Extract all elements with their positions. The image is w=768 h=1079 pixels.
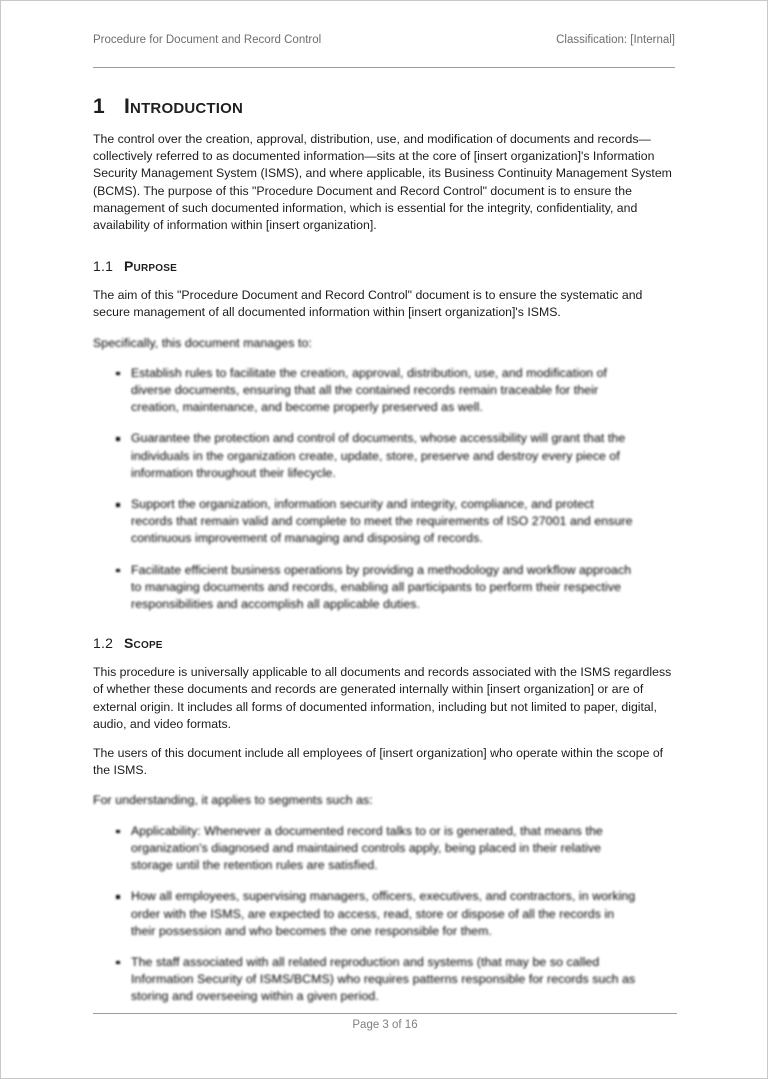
section-title: Scope — [124, 635, 163, 652]
section-heading-introduction — [93, 95, 675, 119]
scope-bullet-blurred: How all employees, supervising managers, officers, executives, and contractors, in working order with the ISMS, are expected to access, read, store or dispose of all the records in their possession and who becomes the one responsible for them. — [116, 888, 639, 940]
scope-bullet-blurred: Applicability: Whenever a documented record talks to or is generated, that means the organization's diagnosed and maintained controls apply, being placed in their relative storage until the retention rules are satisfied. — [116, 823, 639, 875]
header-document-title: Procedure for Document and Record Control — [93, 34, 322, 46]
section-number: 1.2 — [93, 635, 114, 652]
scope-bullet-blurred: The staff associated with all related reproduction and systems (that may be so called Information Security of ISMS/BCMS) who requires patterns responsible for records such as storing and overseeing within a given period. — [116, 954, 639, 1006]
purpose-bullet-blurred: Establish rules to facilitate the creation, approval, distribution, use, and modification of diverse documents, ensuring that all the contained records remain traceable for their creation, maintenance, and become properly preserved as well. — [116, 365, 639, 417]
purpose-lead-blurred-text: Specifically, this document manages to: — [93, 335, 312, 350]
section-title: Purpose — [124, 258, 177, 275]
purpose-bullet-blurred: Guarantee the protection and control of documents, whose accessibility will grant that the individuals in the organization create, update, store, preserve and destroy every piece of information throughout their lifecycle. — [116, 430, 639, 482]
page-footer — [93, 1013, 677, 1031]
section-title: Introduction — [124, 95, 244, 118]
page-content — [1, 1, 767, 1006]
scope-bullet-list — [116, 823, 675, 1006]
page-header — [93, 1, 675, 68]
purpose-paragraph: The aim of this "Procedure Document and Record Control" document is to ensure the systematic and secure management of all documented information within [insert organization]'s ISMS. — [93, 288, 643, 320]
section-number: 1 — [93, 95, 105, 118]
scope-paragraph-2: The users of this document include all employees of [insert organization] who operate within the scope of the ISMS. — [93, 746, 664, 778]
section-heading-scope — [93, 635, 675, 652]
header-classification: Classification: [Internal] — [556, 34, 675, 46]
purpose-bullet-blurred: Facilitate efficient business operations by providing a methodology and workflow approach to managing documents and records, enabling all participants to perform their respective responsibilities and accomplish all applicable duties. — [116, 562, 639, 614]
section-heading-purpose — [93, 258, 675, 275]
page-number-text: Page 3 of 16 — [352, 1019, 418, 1031]
introduction-paragraph: The control over the creation, approval, distribution, use, and modification of documents and records—collectively referred to as documented information—sits at the core of [insert organization]'s Information Security Management System (ISMS), and where applicable, its Business Continuity Management System (BCMS). The purpose of this "Procedure Document and Record Control" document is to ensure the management of such documented information, which is essential for the integrity, confidentiality, and availability of information within [insert organization]. — [93, 132, 672, 233]
purpose-bullet-blurred: Support the organization, information security and integrity, compliance, and protect records that remain valid and complete to meet the requirements of ISO 27001 and ensure continuous improvement of managing and disposing of records. — [116, 496, 639, 548]
scope-paragraph-1: This procedure is universally applicable to all documents and records associated with the ISMS regardless of whether these documents and records are generated internally within [insert organization] or are of external origin. It includes all forms of documented information, including but not limited to paper, digital, audio, and video formats. — [93, 665, 672, 731]
section-number: 1.1 — [93, 258, 114, 275]
purpose-bullet-list — [116, 365, 675, 613]
scope-lead-blurred-text: For understanding, it applies to segments such as: — [93, 793, 373, 808]
